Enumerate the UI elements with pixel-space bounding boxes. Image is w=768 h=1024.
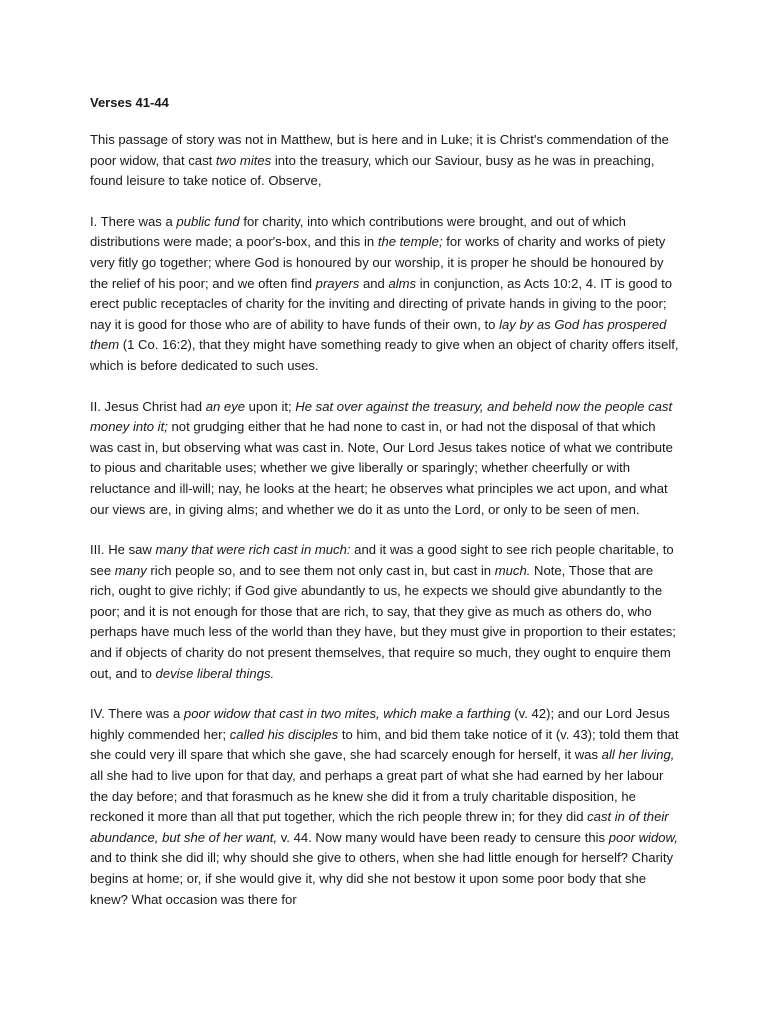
text-run: and [359,275,389,291]
text-run: Note, Those that are rich, ought to give richly; if God give abundantly to us, he expects we should give abundantly to the poor; and it is not enough for those that are rich, to say, that they give as much as others do, who perhaps have much less of the world than they have, but they must give in proportion to their estates; and if objects of charity do not present themselves, that require so much, they ought to enquire them out, and to [90,562,676,681]
italic-text: alms [388,275,417,291]
paragraph [90,130,680,192]
text-run: III. He saw [90,542,156,558]
paragraph [90,397,680,521]
italic-text: poor widow, [608,829,678,845]
paragraph [90,212,680,377]
italic-text: devise liberal things. [155,665,275,681]
text-run: all she had to live upon for that day, and perhaps a great part of what she had earned by her labour the day before; and that forasmuch as he knew she did it from a truly charitable disposition, he reckoned it more than all that put together, which the rich people threw in; for they did [90,768,664,825]
italic-text: much. [494,562,531,578]
text-run: v. 44. Now many would have been ready to censure this [277,829,609,845]
italic-text: two mites [215,152,272,168]
italic-text: cast in of their abundance, but she of her want, [90,809,669,845]
text-run: (v. 42); and our Lord Jesus highly commended her; [90,706,670,742]
italic-text: called his disciples [229,726,339,742]
text-run: upon it; [245,398,296,414]
document-body [90,130,680,910]
text-run: to him, and bid them take notice of it (v. 43); told them that she could very ill spare that which she gave, she had scarcely enough for herself, it was [90,726,679,763]
text-run: II. Jesus Christ had [90,398,206,414]
paragraph [90,540,680,684]
italic-text: lay by as God has prospered them [90,316,667,353]
text-run: and to think she did ill; why should she give to others, when she had little enough for herself? Charity begins at home; or, if she would give it, why did she not bestow it upon some poor body that she knew? What occasion was there for [90,850,674,907]
text-run: into the treasury, which our Saviour, busy as he was in preaching, found leisure to take notice of. Observe, [90,152,655,189]
italic-text: many [114,562,147,578]
section-heading: Verses 41-44 [90,95,169,110]
text-run: I. There was a [90,213,177,229]
text-run: and it was a good sight to see rich people charitable, to see [90,542,674,578]
text-run: not grudging either that he had none to cast in, or had not the disposal of that which was cast in, but observing what was cast in. Note, Our Lord Jesus takes notice of what we contribute to pious and charitable uses; whether we give liberally or sparingly; whether cheerfully or with reluctance and ill-will; nay, he looks at the heart; he observes what principles we act upon, and what our views are, in giving alms; and whether we do it as unto the Lord, or only to be seen of men. [90,419,673,517]
italic-text: prayers [315,275,360,291]
text-run: This passage of story was not in Matthew, but is here and in Luke; it is Christ's commendation of the poor widow, that cast [90,132,669,168]
text-run: for works of charity and works of piety very fitly go together; where God is honoured by our worship, it is proper he should be honoured by the relief of his poor; and we often find [90,234,666,291]
italic-text: many that were rich cast in much: [155,542,351,558]
italic-text: public fund [176,213,240,229]
italic-text: all her living, [601,747,675,763]
text-run: (1 Co. 16:2), that they might have something ready to give when an object of charity offers itself, which is before dedicated to such uses. [90,337,679,373]
text-run: in conjunction, as Acts 10:2, 4. IT is good to erect public receptacles of charity for the inviting and directing of private hands in giving to the poor; nay it is good for those who are of ability to have funds of their own, to [90,275,673,332]
text-run: for charity, into which contributions were brought, and out of which distributions were made; a poor's-box, and this in [90,213,626,250]
italic-text: the temple; [377,234,443,250]
italic-text: an eye [205,398,246,414]
italic-text: poor widow that cast in two mites, which make a farthing [183,706,511,722]
paragraph [90,704,680,910]
italic-text: He sat over against the treasury, and beheld now the people cast money into it; [90,398,673,435]
text-run: IV. There was a [90,706,184,722]
text-run: rich people so, and to see them not only cast in, but cast in [146,562,495,578]
